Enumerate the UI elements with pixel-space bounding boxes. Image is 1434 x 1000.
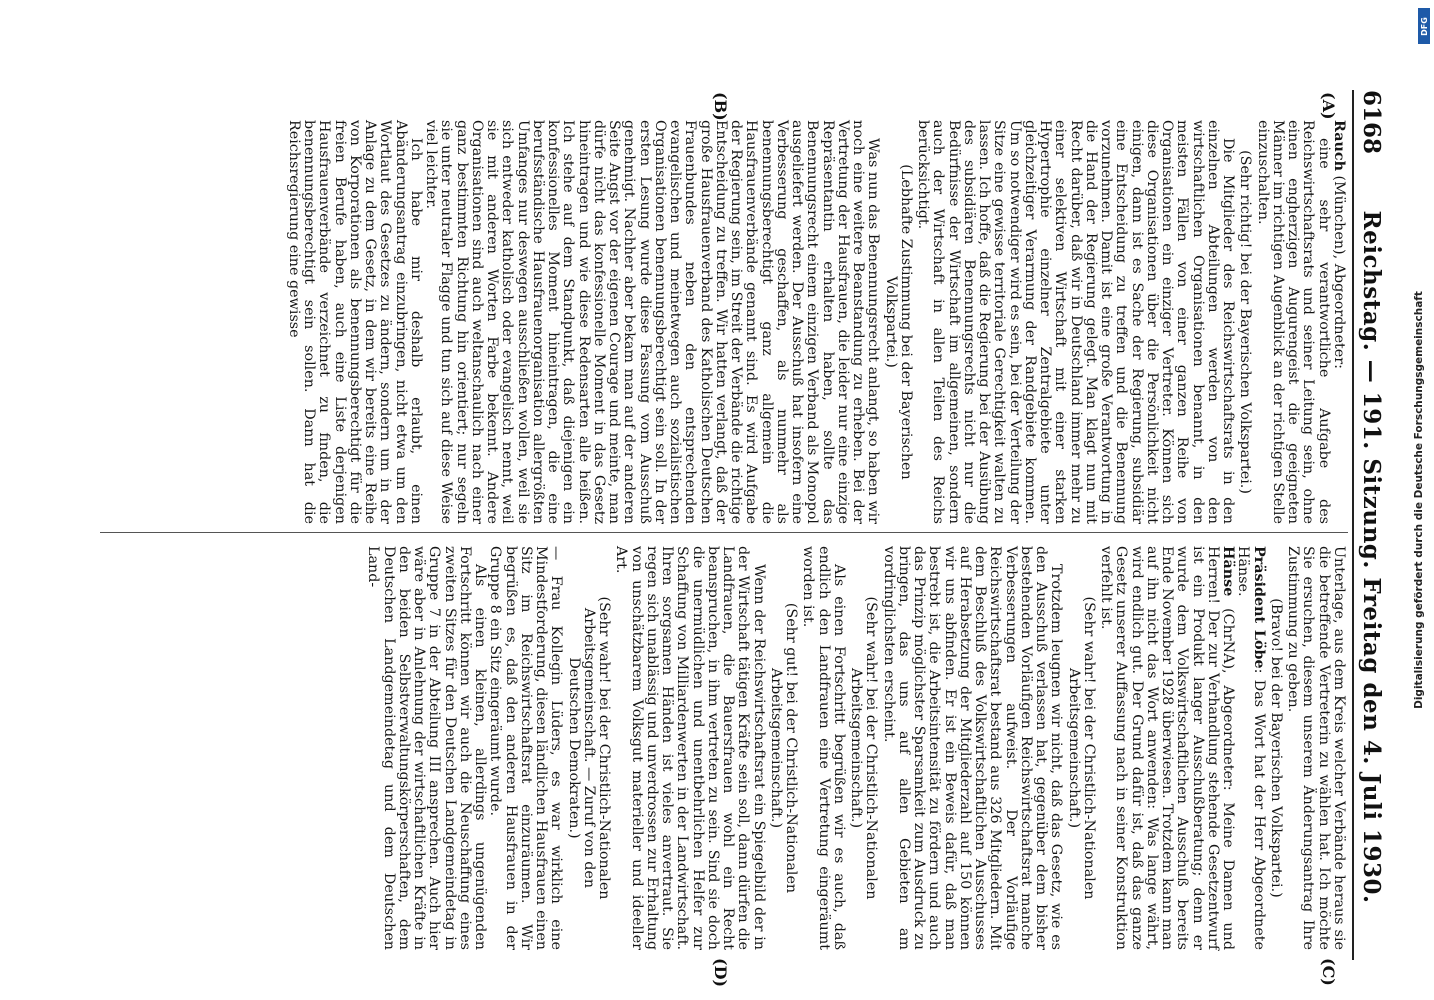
speaker-name: Präsident Löbe: [1250, 546, 1267, 669]
margin-marker-a: (A): [1319, 92, 1338, 120]
speaker-text: : Das Wort hat der Herr Abgeordnete Hänse.: [1235, 546, 1267, 950]
scanned-page: [80, 0, 1410, 1000]
speaker-paragraph: [1331, 120, 1346, 524]
interjection: (Bravo! bei der Bayerischen Volkspartei.): [1268, 598, 1284, 898]
page-header: [1358, 90, 1396, 960]
interjection: (Sehr wahr! bei der Christlich-Nationalen Arbeitsgemeinschaft.): [1065, 596, 1097, 900]
interjection: (Sehr gut! bei der Christlich-Nationalen Arbeitsgemeinschaft.): [768, 602, 800, 894]
side-note: [1406, 0, 1432, 1000]
page-number: 6168: [1358, 90, 1385, 155]
interjection: (Sehr wahr! bei der Christlich-Nationalen Arbeitsgemeinschaft.): [848, 596, 880, 900]
paragraph: Ich habe mir deshalb erlaubt, einen Abänderungsantrag einzubringen, nicht etwa um den Wortlaut des Gesetzes zu ändern, sondern um in der Anlage zu dem Gesetz, in dem wir bereits eine Reihe von Korporationen als benennungsberechtigt für die freien Berufe haben, auch eine Liste derjenigen Hausfrauenverbände verzeichnet zu finden, die benennungsberechtigt sein sollen. Dann hat die Reichsregierung eine gewisse: [286, 120, 424, 524]
paragraph: Als einen kleinen, allerdings ungenügenden Fortschritt können wir auch die Neuschaffung eines zweiten Sitzes für den Deutschen Landgemeindetag in Gruppe 7 in der Abteilung III ansprechen. Auch hier wäre aber in Anlehnung der wirtschaftlichen Kräfte in den beiden Selbstverwaltungskörperschaften, dem Deutschen Landgemeindetag und dem Deutschen Land-: [365, 546, 489, 950]
speaker-text: (München), Abgeordneter:: [1331, 170, 1347, 369]
paragraph: eine sehr verantwortliche Aufgabe des Reichswirtschaftsrats und seiner Leitung sein, ohne einen engherzigen Augurengeist die geeigneten Männer im richtigen Augenblick an der richtigen Stelle einzuschalten.: [1254, 120, 1332, 524]
paragraph: Trotzdem leugnen wir nicht, daß das Gesetz, wie es den Ausschuß verlassen hat, gegenüber dem bisher bestehenden Vorläufigen Reichswirtschaftsrat manche Verbesserungen aufweist. Der Vorläufige Reichswirtschaftsrat bestand aus 326 Mitgliedern. Mit dem Beschluß des Volkswirtschaftlichen Ausschusses auf Herabsetzung der Mitgliederzahl auf 150 können wir uns abfinden. Er ist ein Beweis dafür, daß man bestrebt ist, die Arbeitsintensität zu fördern und auch das Prinzip möglichster Sparsamkeit zum Ausdruck zu bringen, das uns auf allen Gebieten am vordringlichsten erscheint.: [880, 546, 1065, 950]
interjection: (Sehr wahr! bei der Christlich-Nationalen Arbeitsgemeinschaft. — Zuruf von den Deutschen Demokraten.): [565, 596, 613, 900]
speaker-paragraph: [1098, 546, 1235, 950]
session-title: Reichstag. — 191. Sitzung. Freitag den 4. Juli 1930.: [1358, 210, 1385, 904]
speaker-text: (ChrNA), Abgeordneter: Meine Damen und Herren! Der zur Verhandlung stehende Gesetzentwurf ist ein Produkt langer Ausschußberatung; denn er wurde dem Volkswirtschaftlichen Ausschuß bereits Ende November 1928 überwiesen. Trotzdem kann man auf ihn nicht das Wort anwenden: Was lange währt, wird endlich gut. Der Grund dafür ist, daß das ganze Gesetz unserer Auffassung nach in seiner Konstruktion verfehlt ist.: [1098, 546, 1237, 950]
speaker-name: Hänse: [1220, 546, 1237, 597]
speaker-paragraph: [1235, 546, 1266, 950]
right-column: [365, 546, 1346, 950]
paragraph: Als einen Fortschritt begrüßen wir es auch, daß endlich den Landfrauen eine Vertretung eingeräumt worden ist.: [800, 546, 847, 950]
margin-marker-d: (D): [711, 958, 730, 988]
side-note-text: Digitalisierung gefördert durch die Deutsche Forschungsgemeinschaft: [1413, 291, 1426, 709]
paragraph: Was nun das Benennungsrecht anlangt, so haben wir noch eine weitere Beanstandung zu erheben. Bei der Vertretung der Hausfrauen, die leider nur eine einzige Repräsentantin erhalten haben, sollte das Benennungsrecht einem einzigen Verband als Monopol ausgeliefert werden. Der Ausschuß hat insofern eine Verbesserung geschaffen, als nunmehr als benennungsberechtigt ganz allgemein die Hausfrauenverbände genannt sind. Es wird Aufgabe der Regierung sein, im Streit der Verbände die richtige Entscheidung zu treffen. Wir hatten verlangt, daß der große Hausfrauenverband des Katholischen Deutschen Frauenbundes neben den entsprechenden evangelischen und meinetwegen auch sozialistischen Organisationen benennungsberechtigt sein soll. In der ersten Lesung wurde diese Fassung vom Ausschuß genehmigt. Nachher aber bekam man auf der anderen Seite Angst vor der eigenen Courage und meinte, man dürfe nicht das konfessionelle Moment in das Gesetz hineintragen und wie diese Redensarten alle heißen. Ich stehe auf dem Standpunkt, daß diejenigen ein konfessionelles Moment hineintragen, die eine berufsständische Hausfrauenorganisation allergrößten Umfanges nur deswegen ausschließen wollen, weil sie sich entweder katholisch oder evangelisch nennt, weil sie mit anderen Worten Farbe bekennt. Andere Organisationen sind auch weltanschaulich nach einer ganz bestimmten Richtung hin orientiert; nur segeln sie unter neutraler Flagge und tun sich auf diese Weise viel leichter.: [423, 120, 882, 524]
margin-marker-b: (B): [711, 92, 730, 121]
margin-marker-c: (C): [1319, 958, 1338, 986]
paragraph: — Frau Kollegin Lüders, es war wirklich eine Mindestforderung, diesen ländlichen Hausfrauen einen Sitz im Reichswirtschaftsrat einzuräumen. Wir begrüßen es, daß den anderen Hausfrauen in der Gruppe 8 ein Sitz eingeräumt wurde.: [487, 546, 565, 950]
paragraph: Die Mitglieder des Reichswirtschaftsrats in den einzelnen Abteilungen werden von den wirtschaftlichen Organisationen benannt, in den meisten Fällen von einer ganzen Reihe von Organisationen ein einziger Vertreter. Können sich diese Organisationen über die Persönlichkeit nicht einigen, dann ist es Sache der Regierung, subsidiär eine Entscheidung zu treffen und die Benennung vorzunehmen. Damit ist eine große Verantwortung in die Hand der Regierung gelegt. Man klagt nun mit Recht darüber, daß wir in Deutschland immer mehr zu einer selektiven Wirtschaft mit einer starken Hypertrophie einzelner Zentralgebiete unter gleichzeitiger Verarmung der Randgebiete kommen. Um so notwendiger wird es sein, bei der Verteilung der Sitze eine gewisse territoriale Gerechtigkeit walten zu lassen. Ich hoffe, daß die Regierung bei der Ausübung des subsidiären Benennungsrechts nicht nur die Bedürfnisse der Wirtschaft im allgemeinen, sondern auch der Wirtschaft in allen Teilen des Reichs berücksichtigt.: [915, 120, 1237, 524]
dfg-logo: DFG: [1418, 8, 1430, 44]
paragraph: Wenn der Reichswirtschaftsrat ein Spiegelbild der in der Wirtschaft tätigen Kräfte sein soll, dann dürfen die Landfrauen, die Bauersfrauen wohl ein Recht beanspruchen, in ihm vertreten zu sein. Sind sie doch die unermüdlichen und unentbehrlichen Helfer zur Schaffung von Milliardenwerten in der Landwirtschaft. Ihren sorgsamen Händen ist vieles anvertraut. Sie regen sich unablässig und unverdrossen zur Erhaltung von unschätzbarem Volksgut materieller und ideeller Art.: [613, 546, 767, 950]
paragraph: Unterlage, aus dem Kreis welcher Verbände heraus sie die betreffende Vertreterin zu wählen hat. Ich möchte Sie ersuchen, diesem unserem Änderungsantrag Ihre Zustimmung zu geben.: [1285, 546, 1347, 950]
speaker-name: Rauch: [1331, 120, 1347, 171]
interjection: (Lebhafte Zustimmung bei der Bayerischen Volkspartei.): [882, 164, 914, 480]
left-column: [286, 120, 1346, 524]
interjection: (Sehr richtig! bei der Bayerischen Volkspartei.): [1237, 150, 1254, 494]
header-rule: [1352, 90, 1354, 960]
column-divider: [100, 532, 1348, 533]
